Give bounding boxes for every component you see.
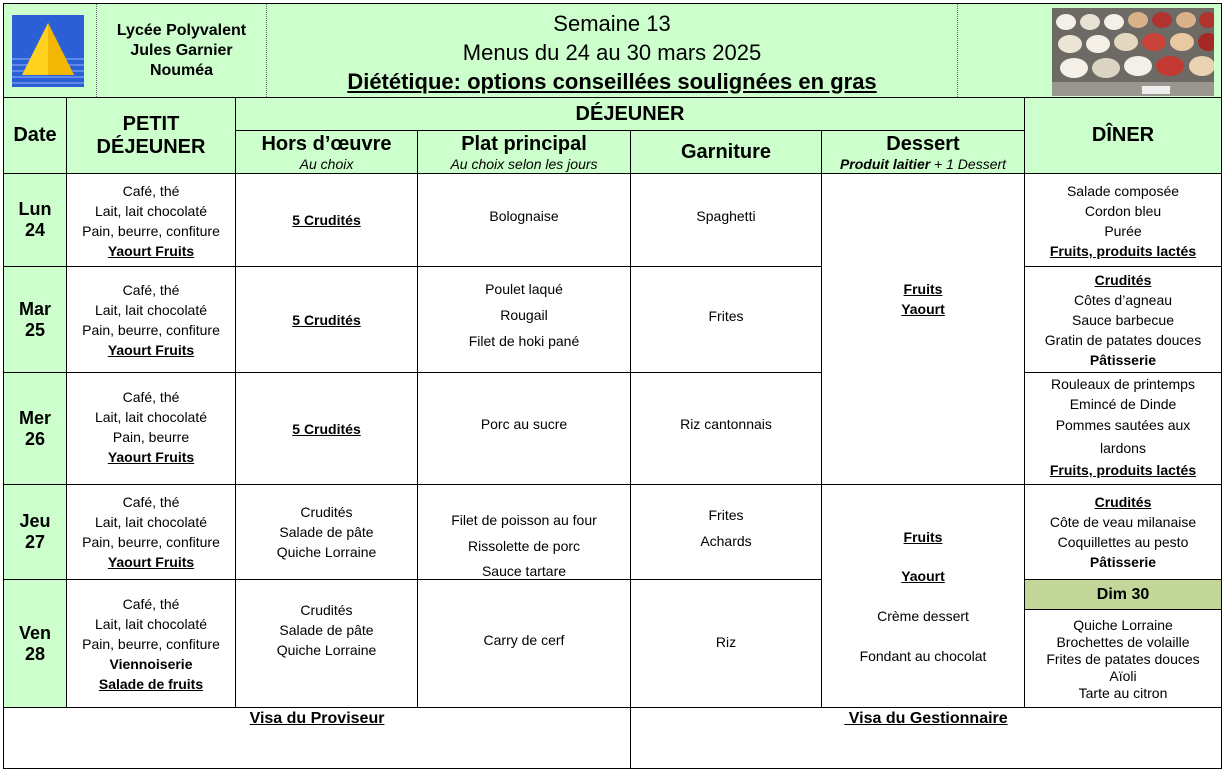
- main-dish: Bolognaise: [489, 208, 559, 224]
- dinner-item: Aïoli: [1109, 667, 1137, 684]
- main-dish: Filet de poisson au four: [451, 512, 597, 528]
- day-name: Mar: [18, 298, 51, 319]
- starter-item: Quiche Lorraine: [276, 544, 377, 560]
- dinner-item-recommended: Fruits, produits lactés: [1049, 243, 1197, 259]
- dinner-item-recommended: Fruits, produits lactés: [1049, 462, 1197, 478]
- day-name: Mer: [18, 407, 51, 428]
- dessert-recommended: Yaourt: [901, 301, 945, 317]
- starter-item: Crudités: [300, 504, 353, 520]
- main-dish: Rougail: [500, 307, 548, 323]
- side-dish: Frites: [708, 308, 744, 324]
- day-number: 26: [24, 428, 46, 449]
- dinner-item-recommended: Crudités: [1094, 272, 1152, 288]
- breakfast-item: Pain, beurre, confiture: [82, 322, 220, 338]
- side-dish: Riz: [715, 634, 737, 650]
- side-dish: Achards: [700, 533, 752, 549]
- breakfast-item: Pain, beurre, confiture: [82, 223, 220, 239]
- visa-gestionnaire: Visa du Gestionnaire: [844, 710, 1008, 727]
- breakfast-item: Café, thé: [122, 282, 180, 298]
- breakfast-item: Lait, lait chocolaté: [94, 409, 208, 425]
- breakfast-item-recommended: Yaourt Fruits: [107, 554, 195, 570]
- main-dish: Carry de cerf: [483, 632, 565, 648]
- dinner-item: Salade composée: [1066, 183, 1180, 199]
- starter-recommended: 5 Crudités: [292, 420, 361, 437]
- main-dish: Rissolette de porc: [467, 538, 581, 554]
- col-main: Plat principal: [461, 132, 587, 155]
- date-range: Menus du 24 au 30 mars 2025: [462, 39, 762, 65]
- breakfast-item: Lait, lait chocolaté: [94, 203, 208, 219]
- col-starter: Hors d’œuvre: [261, 132, 392, 155]
- dinner-item-recommended: Crudités: [1094, 494, 1152, 510]
- dinner-item: Côtes d’agneau: [1073, 292, 1173, 308]
- breakfast-item-bold: Viennoiserie: [109, 656, 193, 672]
- col-starter-sub: Au choix: [299, 155, 354, 172]
- col-dessert: Dessert: [886, 132, 960, 155]
- starter-recommended: 5 Crudités: [292, 212, 361, 228]
- day-number: 25: [24, 319, 46, 340]
- starter-recommended: 5 Crudités: [292, 311, 361, 328]
- dinner-item: Pommes sautées aux: [1055, 417, 1191, 433]
- dinner-item: Coquillettes au pesto: [1057, 534, 1189, 550]
- main-dish: Poulet laqué: [485, 281, 563, 297]
- side-dish: Frites: [708, 507, 744, 523]
- diet-note: Diététique: options conseillées soulignées en gras: [347, 68, 877, 94]
- visa-proviseur: Visa du Proviseur: [249, 710, 385, 727]
- school-name-line1: Lycée Polyvalent: [116, 22, 247, 39]
- breakfast-item-recommended: Salade de fruits: [98, 676, 204, 692]
- breakfast-item: Pain, beurre, confiture: [82, 636, 220, 652]
- dinner-item: Sauce barbecue: [1072, 312, 1174, 328]
- col-side: Garniture: [680, 140, 772, 163]
- dinner-item: Côte de veau milanaise: [1049, 514, 1197, 530]
- dessert-recommended: Fruits: [903, 281, 943, 297]
- breakfast-item: Café, thé: [122, 596, 180, 612]
- breakfast-item: Café, thé: [122, 183, 180, 199]
- col-main-sub: Au choix selon les jours: [450, 155, 598, 172]
- dessert-item: Crème dessert: [877, 608, 969, 624]
- breakfast-item: Café, thé: [122, 389, 180, 405]
- dinner-item: Rouleaux de printemps: [1051, 376, 1195, 392]
- dinner-item: Frites de patates douces: [1046, 650, 1200, 667]
- dinner-item: Quiche Lorraine: [1073, 616, 1173, 633]
- starter-item: Salade de pâte: [279, 622, 374, 638]
- breakfast-item-recommended: Yaourt Fruits: [107, 449, 195, 465]
- breakfast-item: Lait, lait chocolaté: [94, 514, 208, 530]
- school-logo: [12, 15, 84, 87]
- breakfast-item: Pain, beurre, confiture: [82, 534, 220, 550]
- dinner-item: Cordon bleu: [1084, 203, 1162, 219]
- starter-item: Crudités: [300, 602, 353, 618]
- col-lunch: DÉJEUNER: [575, 102, 685, 125]
- school-name-line3: Nouméa: [149, 62, 214, 79]
- week-title: Semaine 13: [553, 10, 671, 36]
- dessert-recommended: Fruits: [903, 529, 943, 545]
- breakfast-item-recommended: Yaourt Fruits: [107, 342, 195, 358]
- col-breakfast-line1: PETIT: [122, 112, 180, 135]
- starter-item: Salade de pâte: [279, 524, 374, 540]
- day-name: Ven: [18, 622, 52, 643]
- main-dish: Sauce tartare: [481, 563, 567, 579]
- main-dish: Filet de hoki pané: [468, 333, 580, 349]
- breakfast-item: Pain, beurre: [112, 429, 190, 445]
- dessert-photo: [1052, 8, 1214, 96]
- breakfast-item-recommended: Yaourt Fruits: [107, 243, 195, 259]
- dinner-item: Emincé de Dinde: [1069, 396, 1177, 412]
- side-dish: Spaghetti: [696, 208, 756, 224]
- side-dish: Riz cantonnais: [680, 416, 772, 432]
- col-dessert-sub-bold: Produit laitier: [839, 155, 931, 172]
- dinner-item: Gratin de patates douces: [1044, 332, 1202, 348]
- col-dessert-sub: + 1 Dessert: [930, 155, 1007, 172]
- dinner-item: lardons: [1100, 440, 1146, 456]
- day-number: 24: [24, 220, 46, 240]
- dessert-item: Fondant au chocolat: [859, 648, 987, 664]
- school-name-line2: Jules Garnier: [130, 42, 233, 59]
- day-name: Jeu: [19, 511, 51, 531]
- breakfast-item: Lait, lait chocolaté: [94, 302, 208, 318]
- breakfast-item: Café, thé: [122, 494, 180, 510]
- col-breakfast-line2: DÉJEUNER: [96, 135, 206, 158]
- starter-item: Quiche Lorraine: [276, 642, 377, 658]
- col-date: Date: [13, 124, 57, 146]
- day-number: 28: [24, 643, 46, 664]
- breakfast-item: Lait, lait chocolaté: [94, 616, 208, 632]
- dinner-item: Tarte au citron: [1078, 684, 1168, 701]
- dinner-item-bold: Pâtisserie: [1089, 554, 1157, 570]
- dinner-item: Brochettes de volaille: [1056, 633, 1190, 650]
- dinner-item: Purée: [1104, 223, 1142, 239]
- sunday-label: Dim 30: [1096, 585, 1150, 603]
- day-number: 27: [24, 532, 46, 552]
- col-dinner: DÎNER: [1091, 124, 1155, 146]
- dinner-item-bold: Pâtisserie: [1089, 352, 1157, 368]
- main-dish: Porc au sucre: [480, 416, 568, 432]
- dessert-recommended: Yaourt: [901, 568, 945, 584]
- day-name: Lun: [18, 199, 52, 219]
